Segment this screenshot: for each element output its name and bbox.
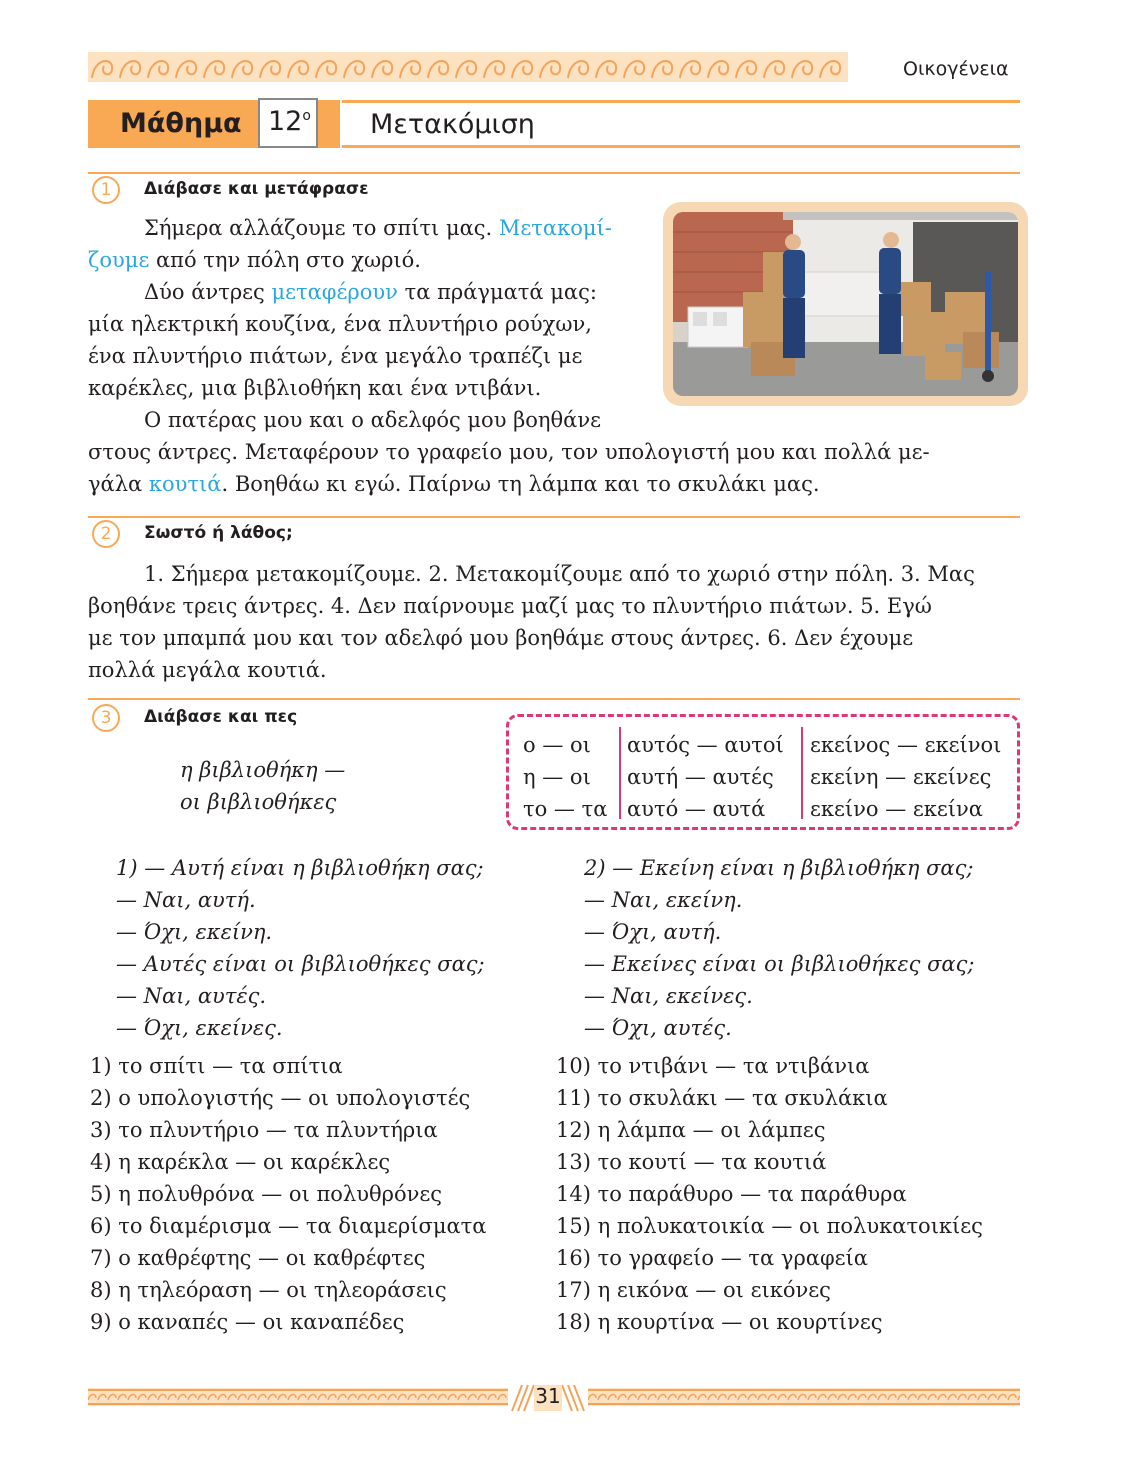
example-singular: η βιβλιοθήκη —: [180, 758, 346, 782]
list-item: 13) το κουτί — τα κουτιά: [556, 1150, 827, 1174]
lesson-title-frame: [342, 100, 1020, 148]
list-item: 10) το ντιβάνι — τα ντιβάνια: [556, 1054, 870, 1078]
text-line: Δύο άντρες μεταφέρουν τα πράγματά μας:: [144, 280, 597, 304]
list-item: 16) το γραφείο — τα γραφεία: [556, 1246, 868, 1270]
exercise-divider: [88, 516, 1020, 518]
exercise-number: 1: [92, 176, 120, 204]
page-number-box: [508, 1383, 588, 1413]
list-item: 17) η εικόνα — οι εικόνες: [556, 1278, 831, 1302]
example-word: [180, 754, 480, 818]
lesson-header: [88, 100, 1020, 148]
example-plural: οι βιβλιοθήκες: [180, 790, 337, 814]
exercise-number: 2: [92, 520, 120, 548]
list-item: 18) η κουρτίνα — οι κουρτίνες: [556, 1310, 883, 1334]
column-divider: [619, 727, 621, 819]
list-item: 15) η πολυκατοικία — οι πολυκατοικίες: [556, 1214, 983, 1238]
text-line: μία ηλεκτρική κουζίνα, ένα πλυντήριο ρούχων,: [88, 312, 592, 336]
articles-column: ο — οι η — οι το — τα: [523, 733, 608, 821]
vocab-word: κουτιά: [148, 472, 222, 496]
list-item: 4) η καρέκλα — οι καρέκλες: [90, 1150, 391, 1174]
text-line: με τον μπαμπά μου και τον αδελφό μου βοηθάμε στους άντρες. 6. Δεν έχουμε: [88, 626, 914, 650]
exercise-number: 3: [92, 704, 120, 732]
list-item: 7) ο καθρέφτης — οι καθρέφτες: [90, 1246, 426, 1270]
list-item: 5) η πολυθρόνα — οι πολυθρόνες: [90, 1182, 443, 1206]
list-item: 6) το διαμέρισμα — τα διαμερίσματα: [90, 1214, 487, 1238]
vocab-word: Μετακομί-: [498, 216, 612, 240]
moving-photo: [663, 202, 1028, 406]
exercise-title: Σωστό ή λάθος;: [144, 523, 293, 543]
text-line: 1. Σήμερα μετακομίζουμε. 2. Μετακομίζουμε από το χωριό στην πόλη. 3. Μας: [144, 562, 975, 586]
word-list-right: [556, 1050, 983, 1338]
exercise-divider: [88, 172, 1020, 174]
exercise-1-text-cont: [88, 436, 1020, 500]
list-item: 11) το σκυλάκι — τα σκυλάκια: [556, 1086, 888, 1110]
exercise-divider: [88, 698, 1020, 700]
lesson-number-box: [258, 98, 318, 148]
vocab-word: μεταφέρουν: [271, 280, 398, 304]
word-list-left: [90, 1050, 486, 1338]
dialog-right: 2) — Εκείνη είναι η βιβλιοθήκη σας; — Ναι, εκείνη. — Όχι, αυτή. — Εκείνες είναι οι βιβλιοθήκες σας; — Ναι, εκείνες. — Όχι, αυτές.: [584, 856, 975, 1040]
meander-ornament-top: [88, 52, 848, 82]
demonstratives-near-column: αυτός — αυτοί αυτή — αυτές αυτό — αυτά: [627, 733, 784, 821]
exercise-1-text: [88, 212, 648, 436]
lesson-number: $12^o$: [268, 106, 311, 137]
list-item: 2) ο υπολογιστής — οι υπολογιστές: [90, 1086, 471, 1110]
movers-illustration: [673, 212, 1018, 396]
lesson-word: Μάθημα: [120, 108, 242, 139]
text-line: στους άντρες. Μεταφέρουν το γραφείο μου, τον υπολογιστή μου και πολλά με-: [88, 440, 930, 464]
list-item: 8) η τηλεόραση — οι τηλεοράσεις: [90, 1278, 447, 1302]
exercise-title: Διάβασε και πες: [144, 707, 298, 727]
running-head: Οικογένεια: [903, 58, 1009, 80]
list-item: 14) το παράθυρο — τα παράθυρα: [556, 1182, 907, 1206]
text-line: ζουμε από την πόλη στο χωριό.: [88, 248, 421, 272]
dialog-left: 1) — Αυτή είναι η βιβλιοθήκη σας; — Ναι, αυτή. — Όχι, εκείνη. — Αυτές είναι οι βιβλιοθήκες σας; — Ναι, αυτές. — Όχι, εκείνες.: [116, 856, 485, 1040]
vocab-word: ζουμε: [88, 248, 150, 272]
text-line: καρέκλες, μια βιβλιοθήκη και ένα ντιβάνι.: [88, 376, 542, 400]
list-item: 12) η λάμπα — οι λάμπες: [556, 1118, 826, 1142]
text-line: πολλά μεγάλα κουτιά.: [88, 658, 327, 682]
list-item: 1) το σπίτι — τα σπίτια: [90, 1054, 343, 1078]
text-line: Ο πατέρας μου και ο αδελφός μου βοηθάνε: [144, 408, 601, 432]
list-item: 9) ο καναπές — οι καναπέδες: [90, 1310, 405, 1334]
page-number: 31: [535, 1384, 561, 1408]
exercise-2-text: [88, 558, 1020, 686]
articles-table: [506, 714, 1020, 830]
text-line: Σήμερα αλλάζουμε το σπίτι μας. Μετακομί-: [144, 216, 612, 240]
column-divider: [801, 727, 803, 819]
exercise-title: Διάβασε και μετάφρασε: [144, 179, 369, 199]
demonstratives-far-column: εκείνος — εκείνοι εκείνη — εκείνες εκείνο — εκείνα: [810, 733, 1002, 821]
text-line: βοηθάνε τρεις άντρες. 4. Δεν παίρνουμε μαζί μας το πλυντήριο πιάτων. 5. Εγώ: [88, 594, 932, 618]
lesson-title: Μετακόμιση: [370, 109, 535, 140]
text-line: γάλα κουτιά. Βοηθάω κι εγώ. Παίρνω τη λάμπα και το σκυλάκι μας.: [88, 472, 820, 496]
text-line: ένα πλυντήριο πιάτων, ένα μεγάλο τραπέζι με: [88, 344, 583, 368]
list-item: 3) το πλυντήριο — τα πλυντήρια: [90, 1118, 438, 1142]
